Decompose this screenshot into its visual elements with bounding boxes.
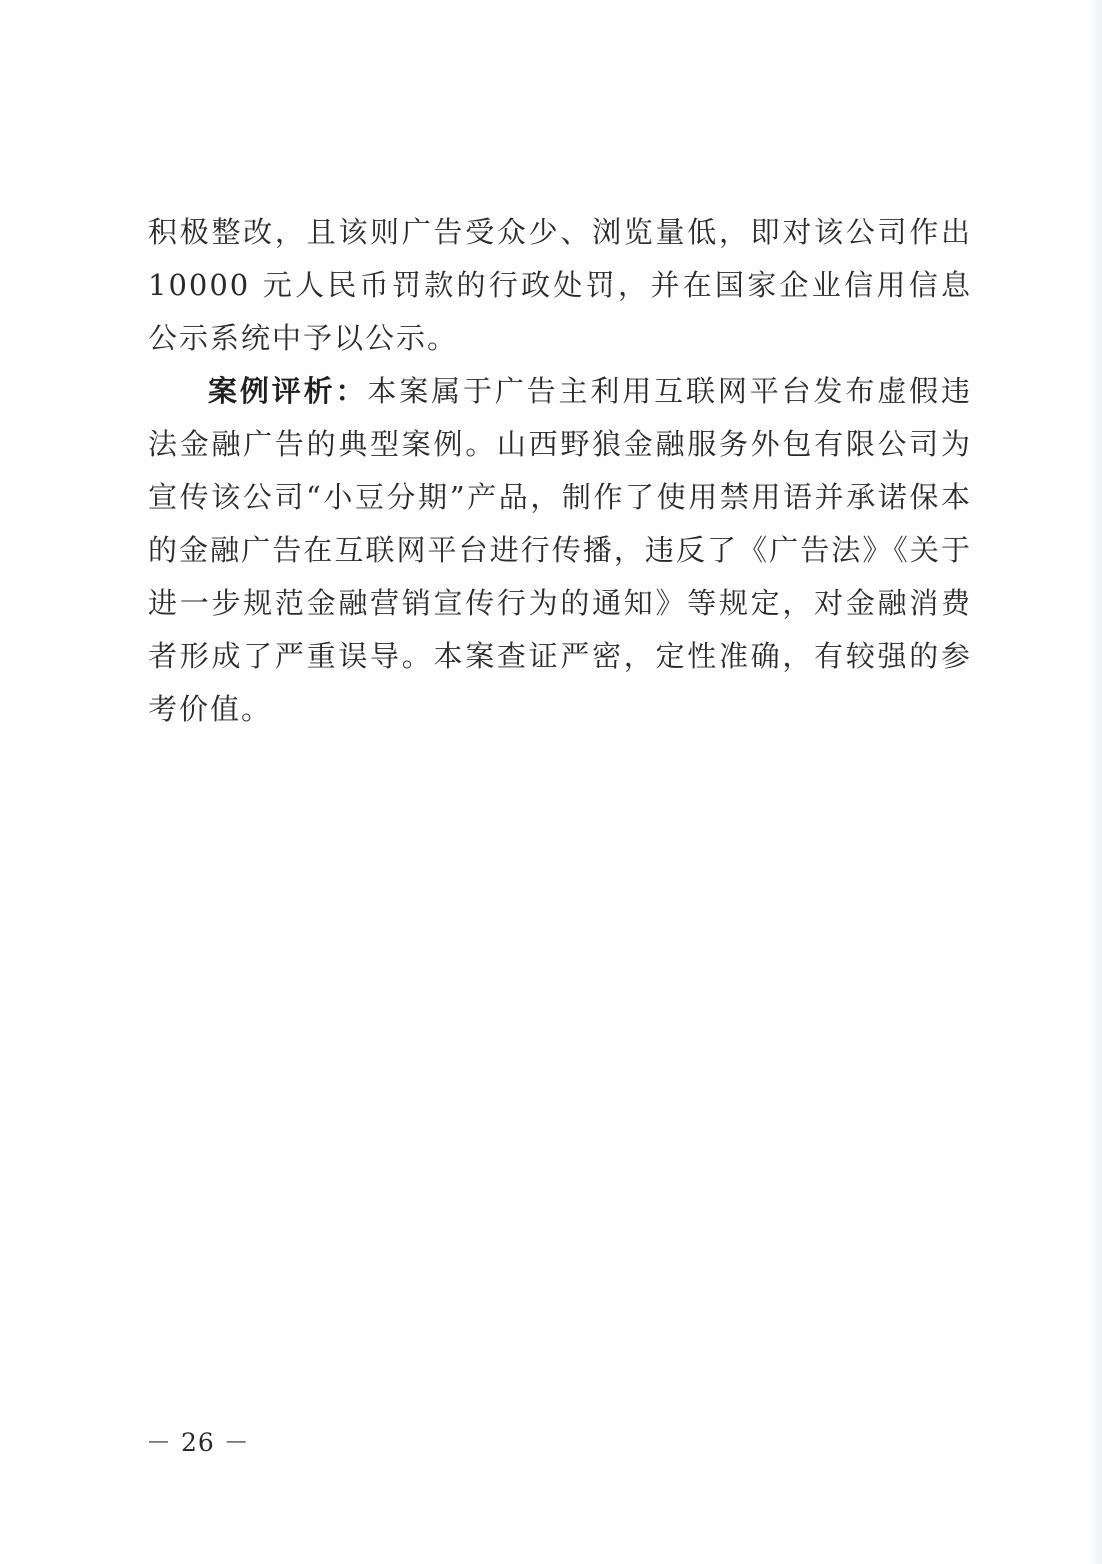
page-number: － 26 － bbox=[146, 1428, 250, 1457]
page-edge-shadow bbox=[1088, 0, 1102, 1564]
paragraph-text: 积极整改，且该则广告受众少、浏览量低，即对该公司作出 10000 元人民币罚款的行政处罚，并在国家企业信用信息公示系统中予以公示。 bbox=[148, 215, 972, 355]
paragraph-text: 本案属于广告主利用互联网平台发布虚假违法金融广告的典型案例。山西野狼金融服务外包有限公司为宣传该公司“小豆分期”产品，制作了使用禁用语并承诺保本的金融广告在互联网平台进行传播，违反了《广告法》《关于进一步规范金融营销宣传行为的通知》等规定，对金融消费者形成了严重误导。本案查证严密，定性准确，有较强的参考价值。 bbox=[148, 374, 972, 726]
paragraph-case-analysis bbox=[148, 365, 972, 736]
paragraph-continuation bbox=[148, 206, 972, 365]
document-body bbox=[148, 206, 972, 736]
case-analysis-heading: 案例评析： bbox=[208, 374, 368, 408]
